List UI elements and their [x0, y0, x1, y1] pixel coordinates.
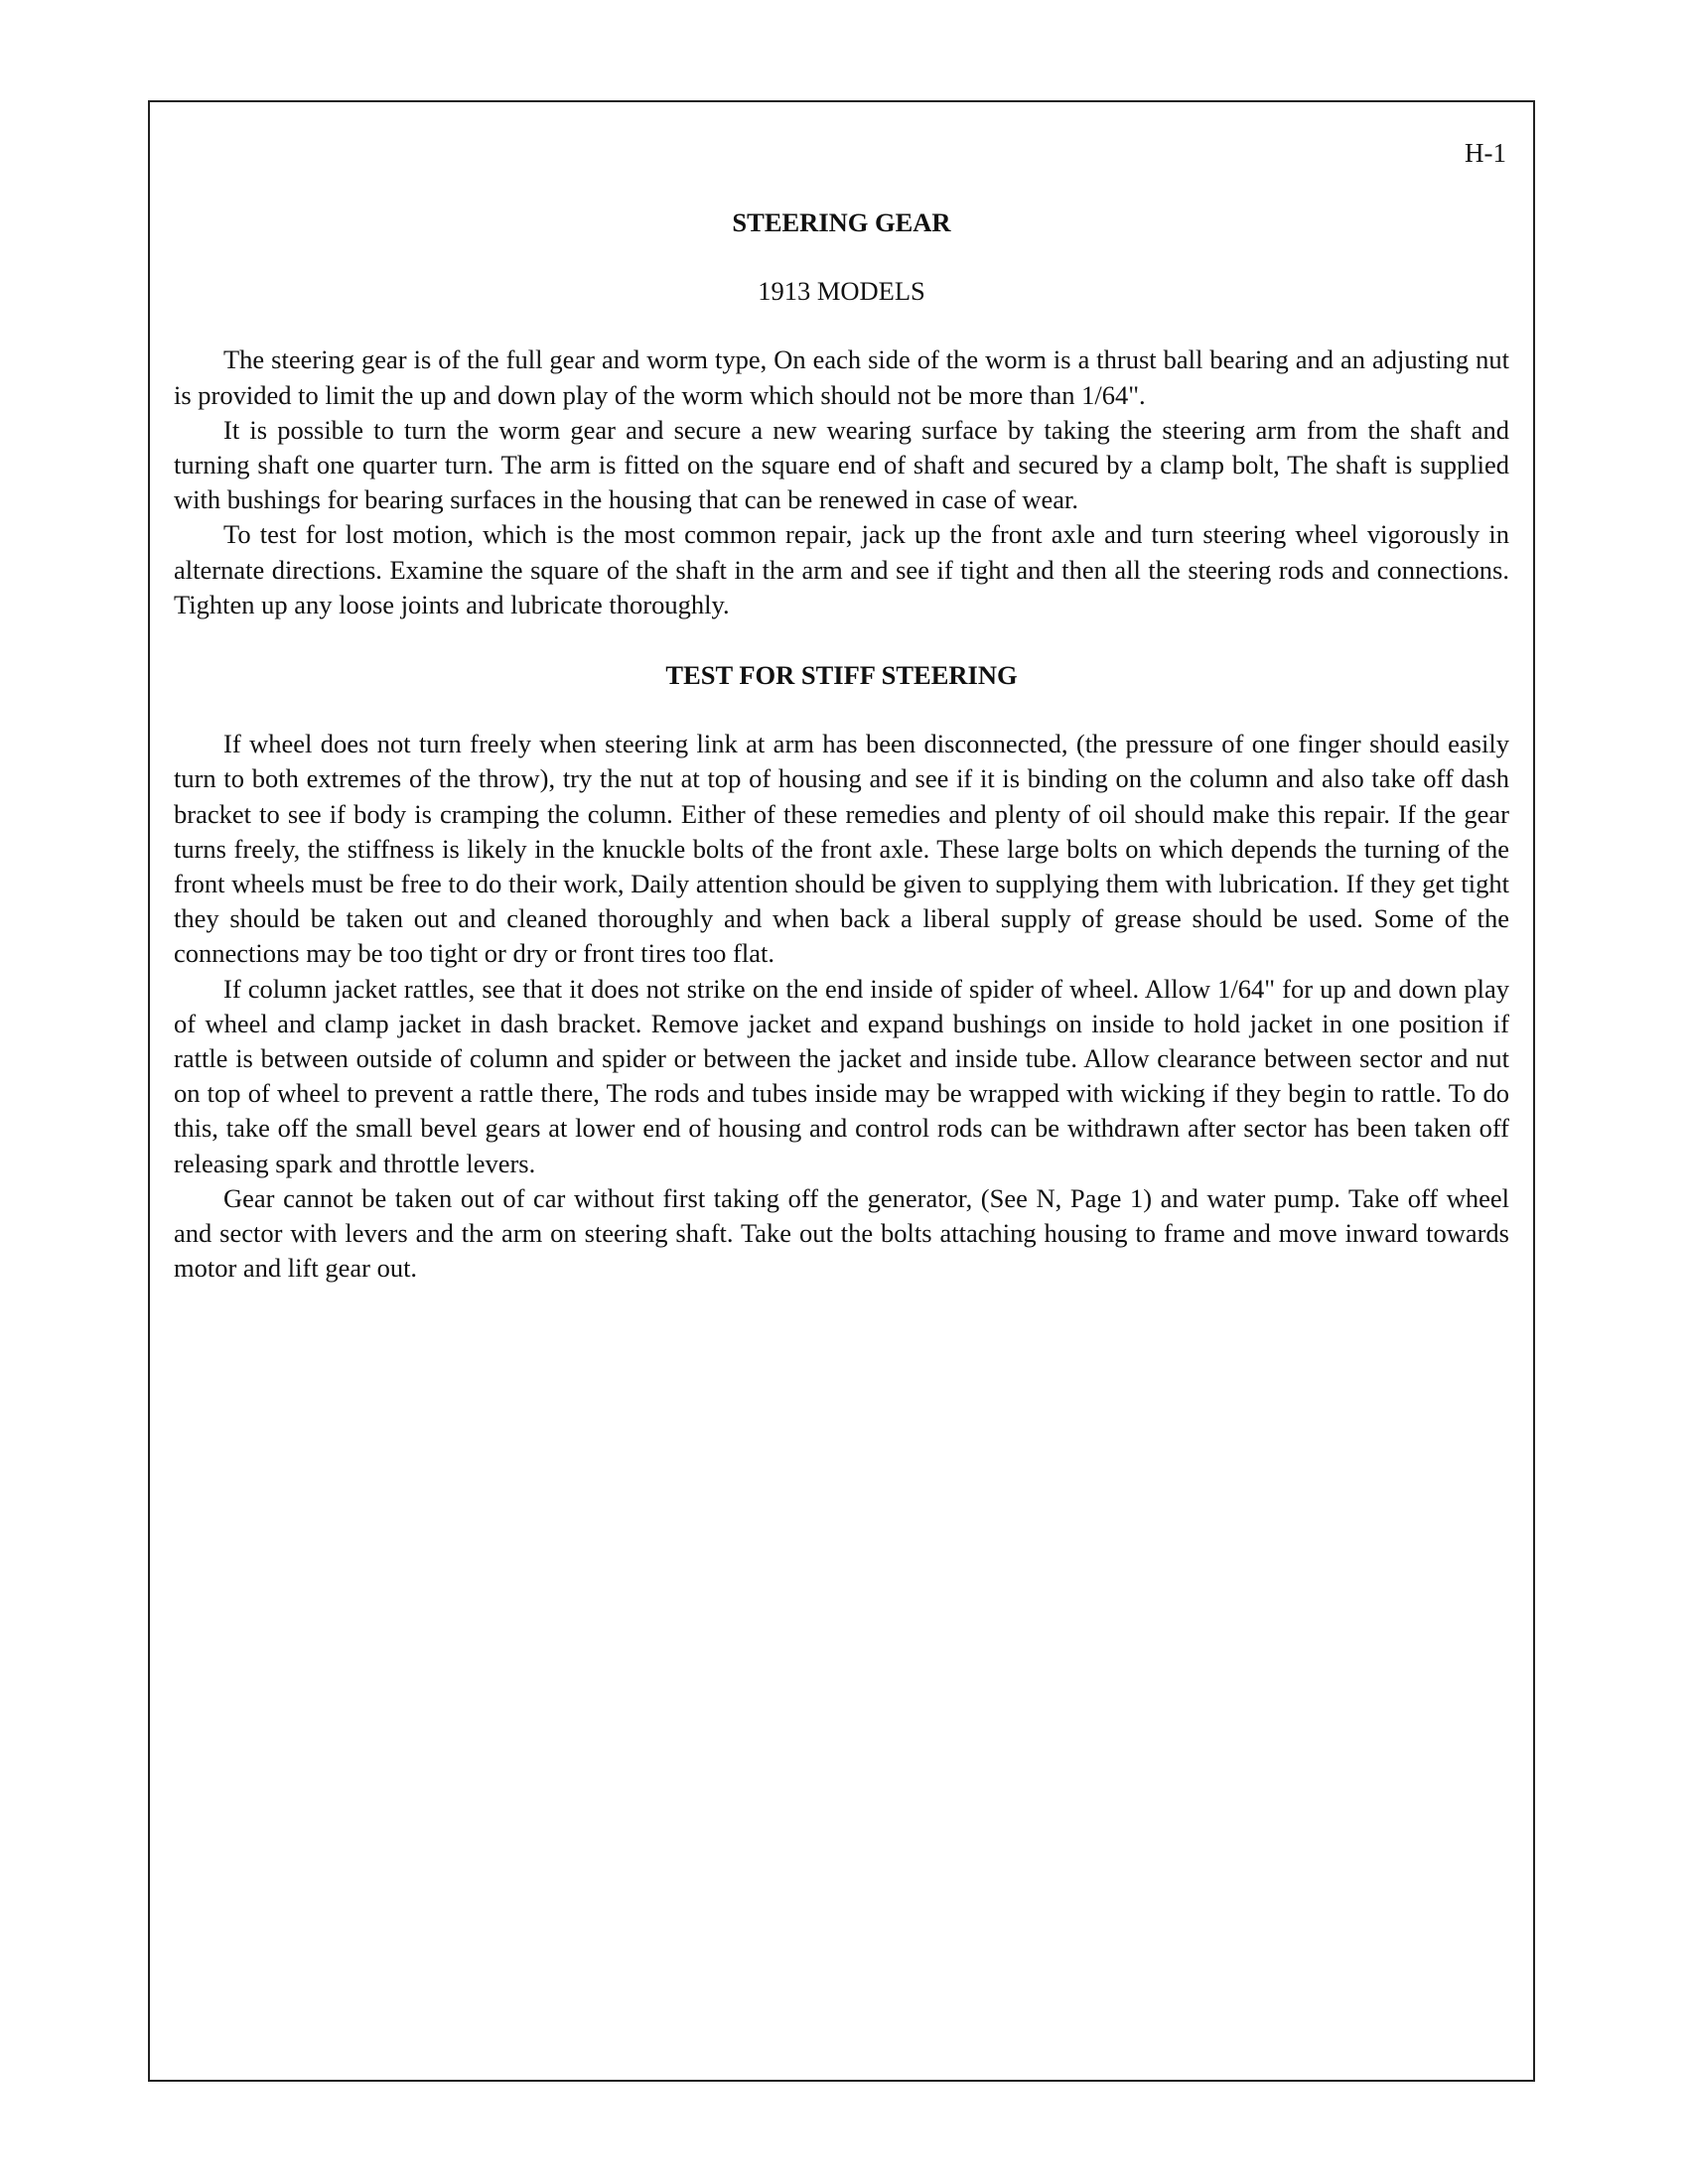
page-border [148, 100, 1535, 2082]
section-heading: TEST FOR STIFF STEERING [665, 660, 1018, 691]
page-subtitle: 1913 MODELS [758, 276, 925, 307]
paragraph: It is possible to turn the worm gear and secure a new wearing surface by taking the steering arm from the shaft and turning shaft one quarter turn. The arm is fitted on the square end of shaft and secured by a clamp bolt, The shaft is supplied with bushings for bearing surfaces in the housing that can be renewed in case of wear. [174, 414, 1509, 515]
paragraph: If wheel does not turn freely when steering link at arm has been disconnected, (the pressure of one finger should easily turn to both extremes of the throw), try the nut at top of housing and see if it is binding on the column and also take off dash bracket to see if body is cramping the column. Either of these remedies and plenty of oil should make this repair. If the gear turns freely, the stiffness is likely in the knuckle bolts of the front axle. These large bolts on which depends the turning of the front wheels must be free to do their work, Daily attention should be given to supplying them with lubrication. If they get tight they should be taken out and cleaned thoroughly and when back a liberal supply of grease should be used. Some of the connections may be too tight or dry or front tires too flat. [174, 729, 1509, 969]
page-number: H-1 [1465, 138, 1506, 168]
paragraph: The steering gear is of the full gear and worm type, On each side of the worm is a thrust ball bearing and an adjusting nut is provided to limit the up and down play of the worm which should not be more than 1/64". [174, 344, 1509, 410]
paragraph: If column jacket rattles, see that it does not strike on the end inside of spider of wheel. Allow 1/64" for up and down play of wheel and clamp jacket in dash bracket. Remove jacket and expand bushings on inside to hold jacket in one position if rattle is between outside of column and spider or between the jacket and inside tube. Allow clearance between sector and nut on top of wheel to prevent a rattle there, The rods and tubes inside may be wrapped with wicking if they begin to rattle. To do this, take off the small bevel gears at lower end of housing and control rods can be withdrawn after sector has been taken off releasing spark and throttle levers. [174, 973, 1509, 1178]
section-stiff-steering [174, 658, 1509, 1286]
document-body [174, 205, 1509, 1286]
paragraph: To test for lost motion, which is the most common repair, jack up the front axle and turn steering wheel vigorously in alternate directions. Examine the square of the shaft in the arm and see if tight and then all the steering rods and connections. Tighten up any loose joints and lubricate thoroughly. [174, 519, 1509, 619]
paragraph: Gear cannot be taken out of car without first taking off the generator, (See N, Page 1) and water pump. Take off wheel and sector with levers and the arm on steering shaft. Take out the bolts attaching housing to frame and move inward towards motor and lift gear out. [174, 1182, 1509, 1284]
section-intro [174, 342, 1509, 622]
page-title: STEERING GEAR [732, 207, 951, 237]
